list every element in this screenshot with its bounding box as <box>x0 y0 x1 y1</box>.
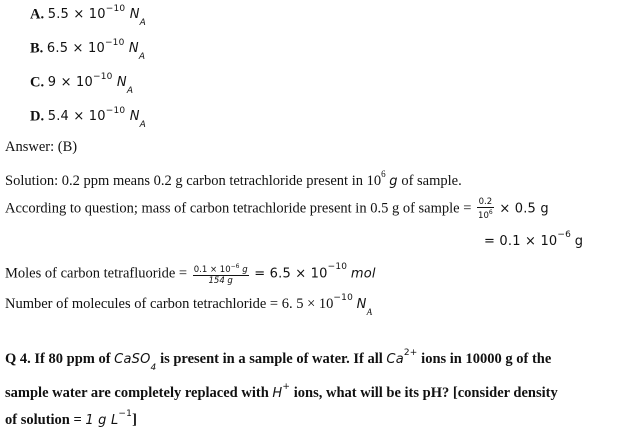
solution-line-2: According to question; mass of carbon tetrachloride present in 0.5 g of sample = $\frac{0.2}{10^6}$ × 0.5 g <box>5 197 549 221</box>
question-line-2: sample water are completely replaced with H+ ions, what will be its pH? [consider density <box>5 382 558 401</box>
option-value: $6.5 \times 10^{-10}$ $N_A$ <box>46 38 146 62</box>
question-line-1: Q 4. If 80 ppm of CaSO$_4$ is present in a sample of water. If all $Ca^{2+}$ ions in 10000 g of the <box>5 348 552 373</box>
option-c <box>30 72 134 96</box>
question-line-3: of solution = 1 g $L^{-1}$] <box>5 409 137 428</box>
fraction: $\frac{0.1 \times 10^{-6} g}{154 g}$ <box>193 263 248 286</box>
option-letter: C. <box>30 74 45 91</box>
fraction: $\frac{0.2}{10^6}$ <box>478 197 493 221</box>
option-b <box>30 38 146 62</box>
option-letter: A. <box>30 6 45 23</box>
option-d <box>30 106 146 130</box>
solution-line-5: Number of molecules of carbon tetrachloride = 6. $5 \times 10^{-10}$ $N_A$ <box>5 293 373 317</box>
solution-line-4: Moles of carbon tetrafluoride = $\frac{0.1 \times 10^{-6} g}{154 g}$ = $6.5 \times 10^{-10}$ mol <box>5 262 376 286</box>
solution-line-1: Solution: 0.2 ppm means 0.2 g carbon tetrachloride present in $10^6$ g of sample. <box>5 169 462 189</box>
answer-text: Answer: (B) <box>5 139 78 155</box>
option-value: $5.4 \times 10^{-10}$ $N_A$ <box>47 106 146 130</box>
option-letter: B. <box>30 40 44 57</box>
option-a <box>30 4 146 28</box>
option-value: $5.5 \times 10^{-10}$ $N_A$ <box>47 4 146 28</box>
option-value: $9 \times 10^{-10}$ $N_A$ <box>47 72 134 96</box>
option-letter: D. <box>30 108 45 125</box>
solution-line-3: = $0.1 \times 10^{-6}$ g <box>484 230 584 249</box>
